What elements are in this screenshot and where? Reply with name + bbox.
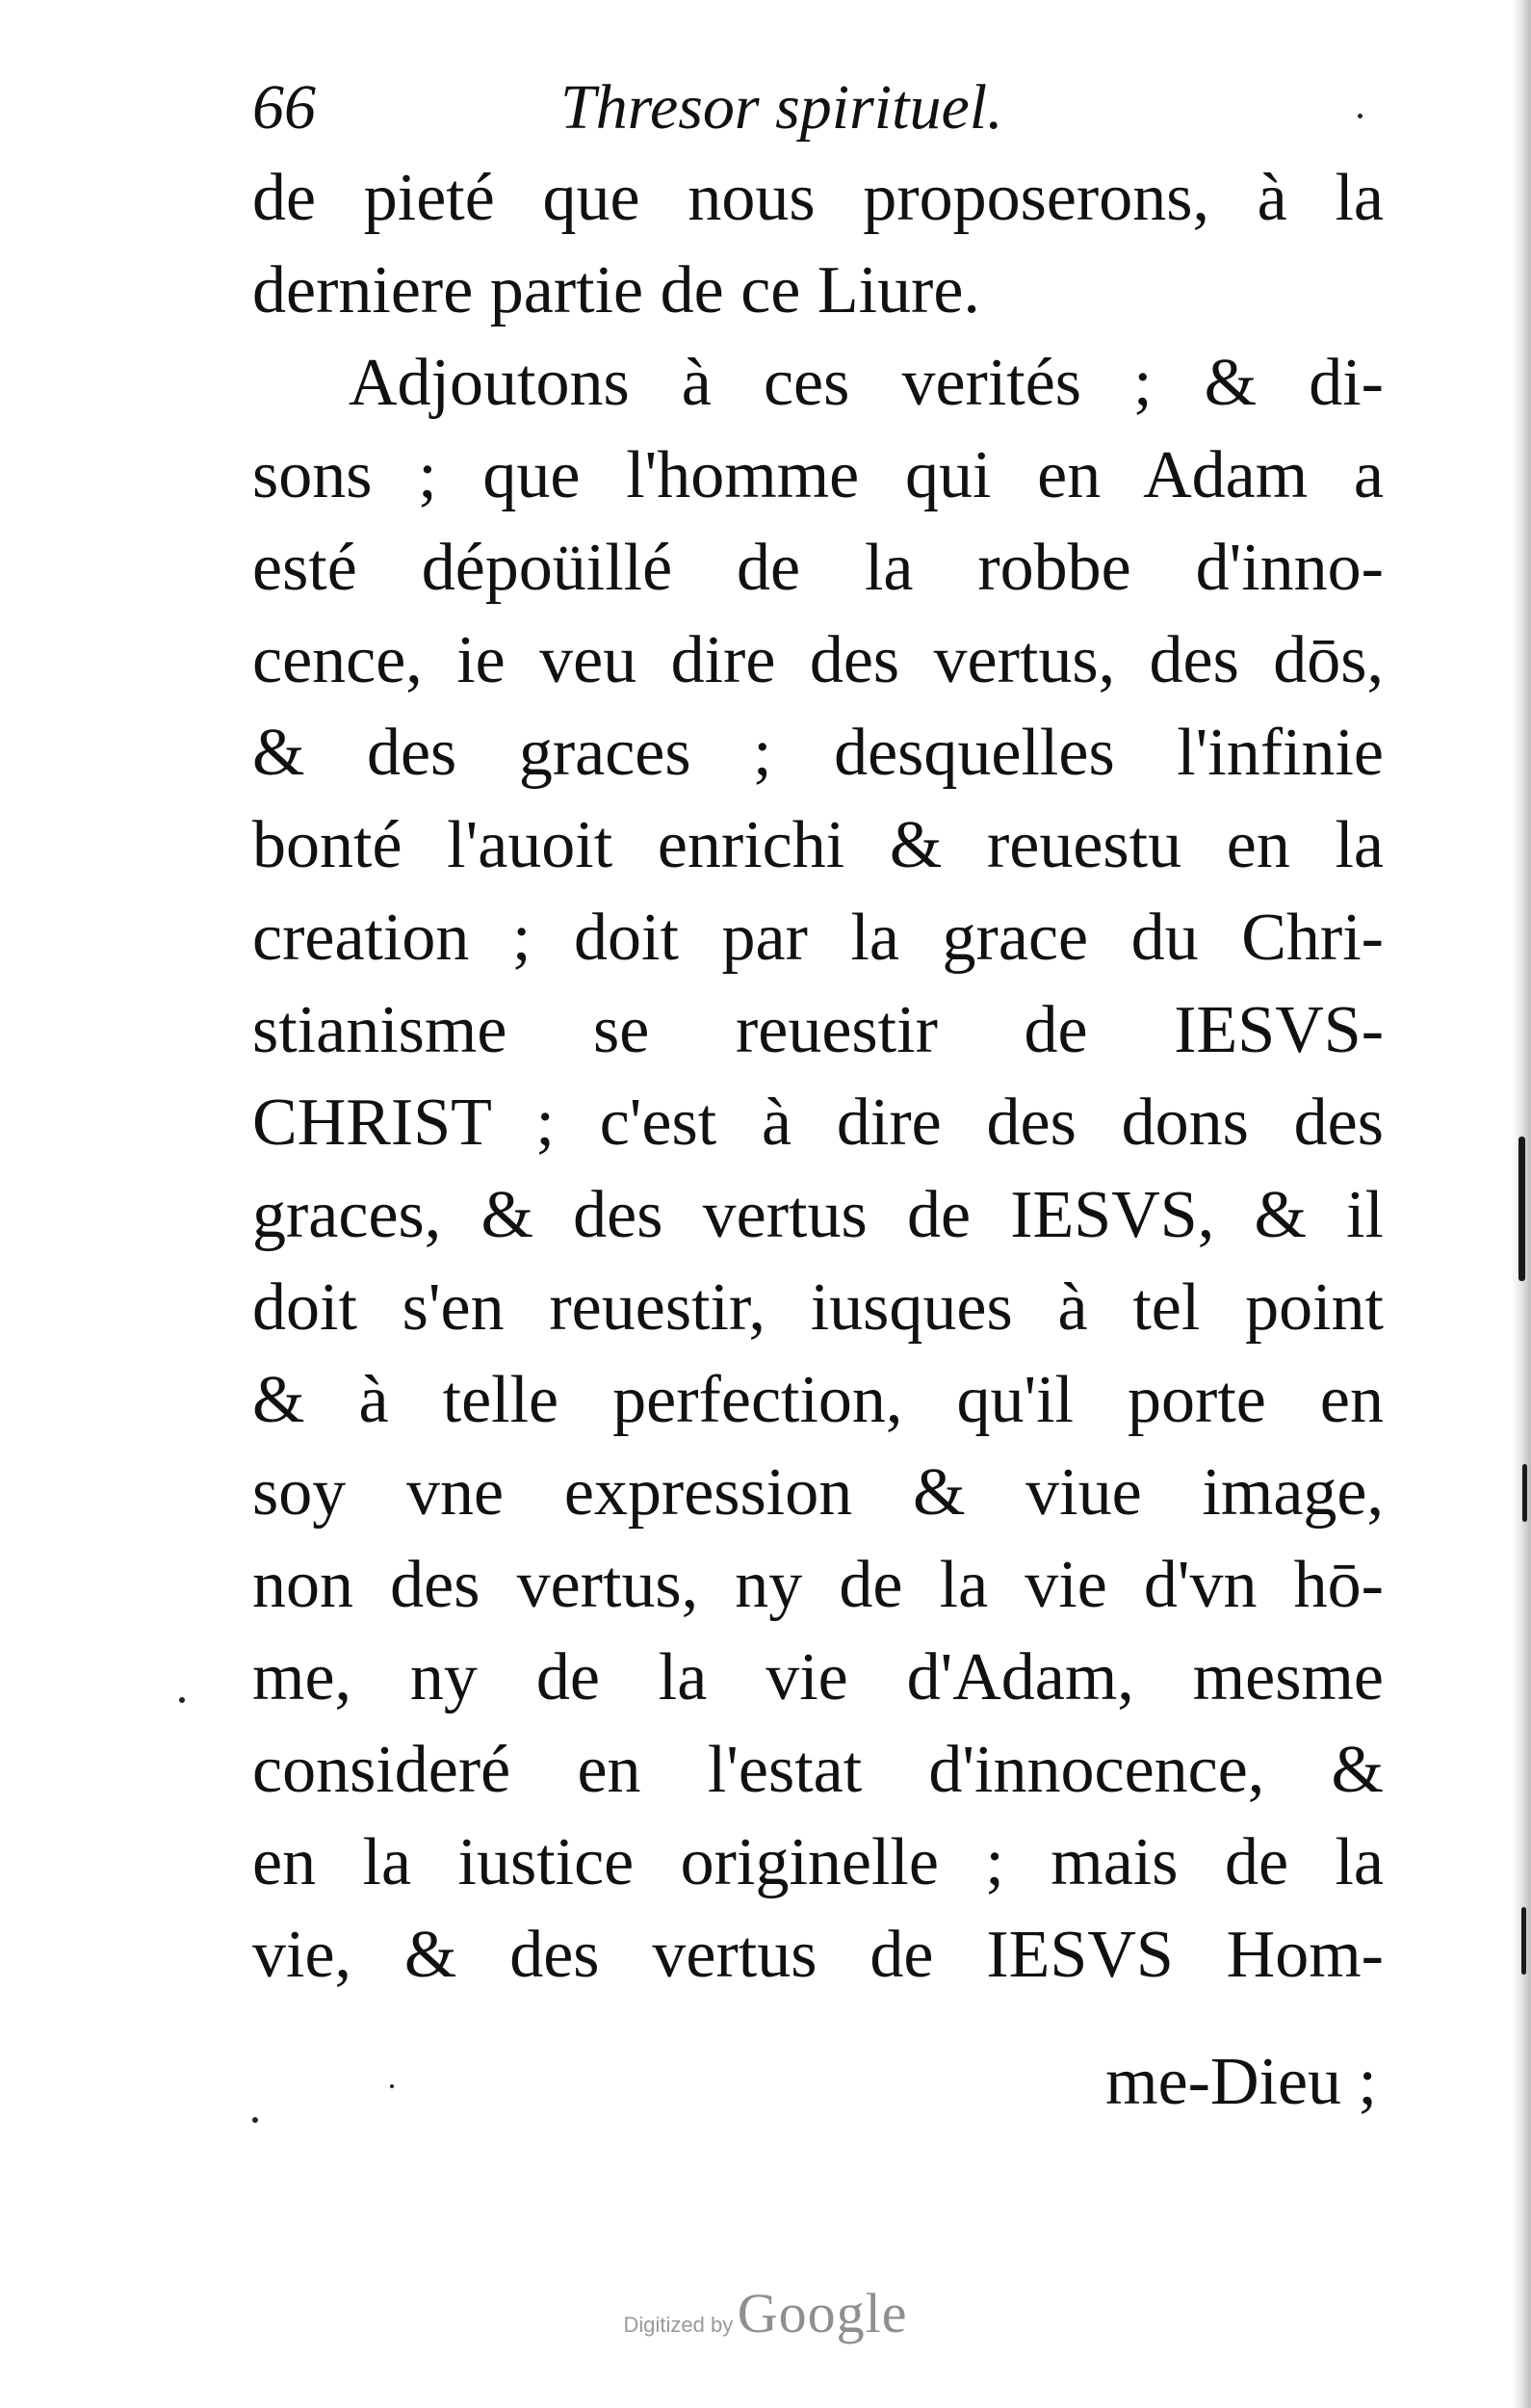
- body-text: [252, 152, 1384, 2002]
- text-line: doit s'en reuestir, iusques à tel point: [252, 1270, 1384, 1345]
- text-line: derniere partie de ce Liure.: [252, 253, 980, 327]
- text-line: vie, & des vertus de IESVS Hom-: [252, 1918, 1384, 1992]
- text-line: CHRIST ; c'est à dire des dons des: [252, 1086, 1384, 1160]
- text-line: non des vertus, ny de la vie d'vn hō-: [252, 1548, 1384, 1622]
- text-line: bonté l'auoit enrichi & reuestu en la: [252, 808, 1384, 882]
- text-line: Adjoutons à ces verités ; & di-: [349, 346, 1384, 420]
- text-line: esté dépoüillé de la robbe d'inno-: [252, 531, 1384, 605]
- page-number: 66: [252, 72, 316, 143]
- text-line: de pieté que nous proposerons, à la: [252, 161, 1384, 235]
- text-line: soy vne expression & viue image,: [252, 1455, 1384, 1530]
- text-line: sons ; que l'homme qui en Adam a: [252, 438, 1384, 512]
- digitized-by-label: Digitized by: [623, 2313, 734, 2337]
- text-line: creation ; doit par la grace du Chri-: [252, 901, 1384, 975]
- digitization-watermark: [0, 2281, 1531, 2345]
- text-line: stianisme se reuestir de IESVS-: [252, 993, 1384, 1067]
- text-line: cence, ie veu dire des vertus, des dōs,: [252, 623, 1384, 697]
- text-line: graces, & des vertus de IESVS, & il: [252, 1178, 1384, 1252]
- ink-speck: [1358, 114, 1362, 118]
- text-line: & à telle perfection, qu'il porte en: [252, 1363, 1384, 1437]
- running-head: Thresor spirituel.: [560, 72, 1003, 143]
- text-line: en la iustice originelle ; mais de la: [252, 1825, 1384, 1899]
- binding-mark: [1522, 1464, 1527, 1522]
- ink-speck: [252, 2117, 258, 2123]
- catchword: me-Dieu ;: [1105, 2045, 1377, 2119]
- text-line: & des graces ; desquelles l'infinie: [252, 716, 1384, 790]
- google-logo-text: Google: [737, 2282, 908, 2344]
- ink-speck: [179, 1697, 185, 1703]
- binding-mark: [1518, 1137, 1525, 1281]
- page-header: [252, 60, 1369, 156]
- text-line: consideré en l'estat d'innocence, &: [252, 1733, 1384, 1807]
- ink-speck: [390, 2084, 394, 2088]
- binding-mark: [1521, 1907, 1526, 1975]
- text-line: me, ny de la vie d'Adam, mesme: [252, 1640, 1384, 1714]
